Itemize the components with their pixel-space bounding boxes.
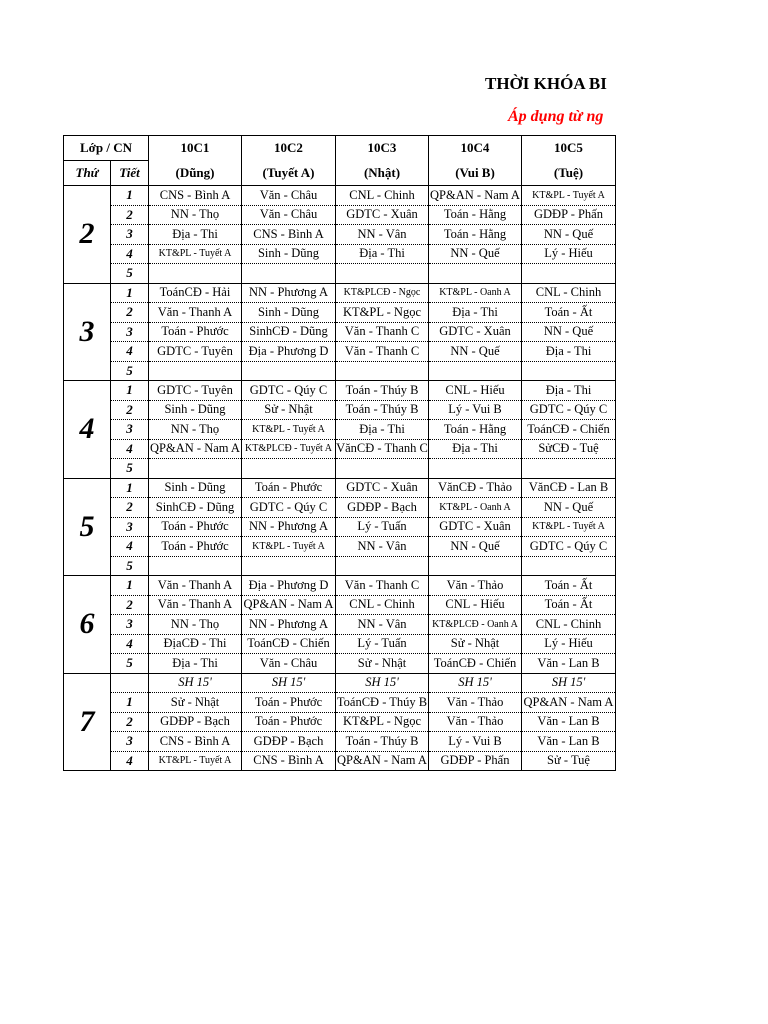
schedule-cell: Văn - Lan B — [522, 712, 616, 732]
schedule-cell: SửCĐ - Tuệ — [522, 439, 616, 459]
header-thu: Thứ — [64, 161, 111, 186]
schedule-cell: Địa - Thi — [522, 342, 616, 362]
schedule-cell: Sinh - Dũng — [242, 303, 336, 323]
schedule-cell: ToánCĐ - Hải — [149, 283, 242, 303]
schedule-cell: ToánCĐ - Chiến — [429, 654, 522, 674]
schedule-cell: Toán - Thúy B — [336, 381, 429, 401]
schedule-cell: KT&PLCĐ - Oanh A — [429, 615, 522, 635]
day-label: 4 — [64, 381, 111, 479]
schedule-cell: CNL - Chinh — [336, 186, 429, 206]
schedule-cell: GDTC - Tuyên — [149, 342, 242, 362]
schedule-cell — [522, 264, 616, 284]
schedule-cell: Toán - Phước — [242, 693, 336, 713]
table-row — [64, 361, 616, 381]
schedule-cell: Sử - Nhật — [429, 634, 522, 654]
schedule-cell — [429, 361, 522, 381]
schedule-cell: Sinh - Dũng — [149, 400, 242, 420]
period-number — [111, 673, 149, 693]
schedule-cell: ToánCĐ - Thúy B — [336, 693, 429, 713]
schedule-cell: QP&AN - Nam A — [242, 595, 336, 615]
header-class-name: 10C4 — [429, 136, 522, 161]
header-class-teacher: (Tuệ) — [522, 161, 616, 186]
schedule-cell: SH 15' — [336, 673, 429, 693]
table-row — [64, 576, 616, 596]
schedule-cell — [429, 459, 522, 479]
schedule-cell: KT&PL - Ngọc — [336, 712, 429, 732]
schedule-cell: Văn - Lan B — [522, 654, 616, 674]
schedule-cell: VănCĐ - Lan B — [522, 478, 616, 498]
period-number: 5 — [111, 361, 149, 381]
period-number: 2 — [111, 498, 149, 518]
schedule-cell: VănCĐ - Thanh C — [336, 439, 429, 459]
schedule-cell: ĐịaCĐ - Thi — [149, 634, 242, 654]
schedule-cell — [149, 459, 242, 479]
schedule-cell: Địa - Thi — [522, 381, 616, 401]
schedule-cell: Toán - Phước — [242, 712, 336, 732]
schedule-cell: NN - Thọ — [149, 615, 242, 635]
schedule-cell — [522, 361, 616, 381]
schedule-cell: NN - Phương A — [242, 517, 336, 537]
schedule-cell: Sinh - Dũng — [242, 244, 336, 264]
schedule-cell: NN - Vân — [336, 615, 429, 635]
schedule-cell: NN - Quế — [429, 342, 522, 362]
schedule-cell: Văn - Thảo — [429, 712, 522, 732]
schedule-cell: Lý - Hiếu — [522, 634, 616, 654]
period-number: 1 — [111, 283, 149, 303]
day-label: 5 — [64, 478, 111, 576]
timetable — [63, 135, 616, 771]
schedule-cell: Sử - Tuệ — [522, 751, 616, 771]
schedule-cell — [429, 264, 522, 284]
schedule-cell: GDTC - Xuân — [429, 517, 522, 537]
schedule-cell: SinhCĐ - Dũng — [242, 322, 336, 342]
schedule-cell: GDTC - Xuân — [336, 478, 429, 498]
period-number: 2 — [111, 400, 149, 420]
schedule-cell: CNS - Bình A — [149, 186, 242, 206]
table-row — [64, 283, 616, 303]
period-number: 1 — [111, 693, 149, 713]
schedule-cell: Văn - Thảo — [429, 693, 522, 713]
schedule-cell: CNL - Chinh — [522, 615, 616, 635]
schedule-cell — [429, 556, 522, 576]
period-number: 1 — [111, 576, 149, 596]
table-row — [64, 654, 616, 674]
schedule-cell: Văn - Thanh A — [149, 595, 242, 615]
schedule-cell: Văn - Châu — [242, 654, 336, 674]
schedule-cell: Địa - Phương D — [242, 576, 336, 596]
period-number: 3 — [111, 615, 149, 635]
schedule-cell — [336, 459, 429, 479]
schedule-cell: Sinh - Dũng — [149, 478, 242, 498]
schedule-cell: CNL - Chinh — [336, 595, 429, 615]
table-row — [64, 732, 616, 752]
period-number: 2 — [111, 303, 149, 323]
schedule-cell: VănCĐ - Thảo — [429, 478, 522, 498]
period-number: 5 — [111, 556, 149, 576]
schedule-cell — [336, 556, 429, 576]
schedule-cell: GDTC - Qúy C — [522, 400, 616, 420]
header-tiet: Tiết — [111, 161, 149, 186]
schedule-cell: Địa - Thi — [149, 225, 242, 245]
schedule-cell: Văn - Thanh C — [336, 342, 429, 362]
period-number: 4 — [111, 537, 149, 557]
period-number: 4 — [111, 634, 149, 654]
schedule-cell: NN - Quế — [429, 537, 522, 557]
period-number: 2 — [111, 712, 149, 732]
schedule-cell: NN - Quế — [522, 322, 616, 342]
period-number: 4 — [111, 751, 149, 771]
period-number: 4 — [111, 244, 149, 264]
schedule-cell — [149, 361, 242, 381]
period-number: 3 — [111, 420, 149, 440]
table-row — [64, 439, 616, 459]
schedule-cell: KT&PL - Oanh A — [429, 283, 522, 303]
schedule-cell: GDTC - Tuyên — [149, 381, 242, 401]
header-class-teacher: (Nhật) — [336, 161, 429, 186]
schedule-cell — [242, 556, 336, 576]
schedule-cell: QP&AN - Nam A — [522, 693, 616, 713]
schedule-cell: Toán - Phước — [149, 537, 242, 557]
schedule-cell: Toán - Hằng — [429, 205, 522, 225]
schedule-cell: KT&PL - Tuyết A — [242, 420, 336, 440]
period-number: 4 — [111, 439, 149, 459]
schedule-cell: GDTC - Xuân — [429, 322, 522, 342]
schedule-cell — [336, 361, 429, 381]
table-row — [64, 400, 616, 420]
table-row — [64, 595, 616, 615]
period-number: 2 — [111, 205, 149, 225]
schedule-cell: ToánCĐ - Chiến — [522, 420, 616, 440]
schedule-cell: Toán - Thúy B — [336, 400, 429, 420]
schedule-cell: Toán - Ất — [522, 576, 616, 596]
schedule-cell: NN - Quế — [522, 225, 616, 245]
table-row — [64, 712, 616, 732]
schedule-cell: NN - Quế — [429, 244, 522, 264]
schedule-cell: Lý - Hiếu — [522, 244, 616, 264]
period-number: 5 — [111, 264, 149, 284]
table-row — [64, 634, 616, 654]
schedule-cell: Lý - Tuấn — [336, 634, 429, 654]
schedule-cell: Văn - Châu — [242, 205, 336, 225]
schedule-cell: Toán - Hằng — [429, 225, 522, 245]
table-row — [64, 303, 616, 323]
header-class-name: 10C1 — [149, 136, 242, 161]
header-class-name: 10C2 — [242, 136, 336, 161]
schedule-cell: Toán - Phước — [149, 517, 242, 537]
header-class-name: 10C3 — [336, 136, 429, 161]
day-label: 2 — [64, 186, 111, 284]
period-number: 3 — [111, 517, 149, 537]
schedule-cell: QP&AN - Nam A — [429, 186, 522, 206]
table-row — [64, 693, 616, 713]
period-number: 3 — [111, 322, 149, 342]
table-row — [64, 186, 616, 206]
header-row-teachers — [64, 161, 616, 186]
schedule-cell: Văn - Thanh C — [336, 322, 429, 342]
table-row — [64, 225, 616, 245]
table-row — [64, 459, 616, 479]
schedule-cell: NN - Phương A — [242, 615, 336, 635]
schedule-cell: CNL - Hiếu — [429, 595, 522, 615]
schedule-cell: Toán - Phước — [242, 478, 336, 498]
schedule-cell: Toán - Ất — [522, 303, 616, 323]
schedule-cell: SH 15' — [429, 673, 522, 693]
schedule-cell: Địa - Phương D — [242, 342, 336, 362]
schedule-cell: KT&PL - Tuyết A — [522, 186, 616, 206]
schedule-cell: Văn - Thanh A — [149, 576, 242, 596]
schedule-cell: NN - Thọ — [149, 205, 242, 225]
schedule-cell: KT&PL - Ngọc — [336, 303, 429, 323]
schedule-cell: NN - Thọ — [149, 420, 242, 440]
schedule-cell: KT&PLCĐ - Tuyết A — [242, 439, 336, 459]
schedule-cell: GDTC - Qúy C — [522, 537, 616, 557]
schedule-cell: CNS - Bình A — [242, 225, 336, 245]
header-class-teacher: (Tuyết A) — [242, 161, 336, 186]
day-label: 3 — [64, 283, 111, 381]
schedule-cell: Văn - Châu — [242, 186, 336, 206]
schedule-cell — [522, 556, 616, 576]
schedule-cell: Văn - Thanh A — [149, 303, 242, 323]
table-row — [64, 478, 616, 498]
schedule-cell: SinhCĐ - Dũng — [149, 498, 242, 518]
schedule-cell — [149, 264, 242, 284]
table-row — [64, 244, 616, 264]
schedule-cell: GDTC - Qúy C — [242, 381, 336, 401]
schedule-cell: GDTC - Qúy C — [242, 498, 336, 518]
schedule-cell: Sử - Nhật — [336, 654, 429, 674]
schedule-cell: Văn - Lan B — [522, 732, 616, 752]
day-label: 7 — [64, 673, 111, 771]
header-class-teacher: (Dũng) — [149, 161, 242, 186]
schedule-cell: SH 15' — [149, 673, 242, 693]
schedule-cell — [522, 459, 616, 479]
schedule-cell: Toán - Thúy B — [336, 732, 429, 752]
schedule-cell: GDĐP - Phấn — [429, 751, 522, 771]
page-subtitle: Áp dụng từ ng — [508, 108, 604, 125]
schedule-cell — [242, 361, 336, 381]
schedule-cell: Địa - Thi — [429, 303, 522, 323]
period-number: 1 — [111, 381, 149, 401]
schedule-cell — [336, 264, 429, 284]
schedule-cell — [149, 556, 242, 576]
table-row — [64, 673, 616, 693]
schedule-cell: KT&PL - Tuyết A — [149, 244, 242, 264]
day-label: 6 — [64, 576, 111, 674]
schedule-cell: Văn - Thanh C — [336, 576, 429, 596]
header-row-classes — [64, 136, 616, 161]
table-row — [64, 498, 616, 518]
schedule-cell: CNS - Bình A — [149, 732, 242, 752]
schedule-cell: Địa - Thi — [429, 439, 522, 459]
period-number: 5 — [111, 459, 149, 479]
schedule-cell: QP&AN - Nam A — [336, 751, 429, 771]
table-row — [64, 205, 616, 225]
schedule-cell: Toán - Ất — [522, 595, 616, 615]
schedule-cell: KT&PL - Tuyết A — [149, 751, 242, 771]
schedule-cell: Lý - Tuấn — [336, 517, 429, 537]
schedule-cell: SH 15' — [242, 673, 336, 693]
schedule-cell: KT&PLCĐ - Ngọc — [336, 283, 429, 303]
schedule-cell: QP&AN - Nam A — [149, 439, 242, 459]
schedule-cell: Sử - Nhật — [149, 693, 242, 713]
period-number: 1 — [111, 186, 149, 206]
schedule-cell: Địa - Thi — [149, 654, 242, 674]
schedule-cell: GDĐP - Bạch — [336, 498, 429, 518]
schedule-cell: GDĐP - Bạch — [242, 732, 336, 752]
schedule-cell: Lý - Vui B — [429, 400, 522, 420]
period-number: 5 — [111, 654, 149, 674]
table-row — [64, 420, 616, 440]
page-title: THỜI KHÓA BI — [485, 74, 607, 93]
schedule-cell: KT&PL - Tuyết A — [522, 517, 616, 537]
header-class-teacher: (Vui B) — [429, 161, 522, 186]
table-row — [64, 381, 616, 401]
table-row — [64, 556, 616, 576]
schedule-cell: Toán - Phước — [149, 322, 242, 342]
schedule-cell: Toán - Hằng — [429, 420, 522, 440]
schedule-cell: SH 15' — [522, 673, 616, 693]
schedule-cell: GDTC - Xuân — [336, 205, 429, 225]
table-row — [64, 751, 616, 771]
schedule-cell: NN - Vân — [336, 537, 429, 557]
schedule-cell: Văn - Thảo — [429, 576, 522, 596]
period-number: 4 — [111, 342, 149, 362]
schedule-cell: KT&PL - Oanh A — [429, 498, 522, 518]
schedule-cell: GDĐP - Bạch — [149, 712, 242, 732]
schedule-cell: CNL - Hiếu — [429, 381, 522, 401]
schedule-cell — [242, 459, 336, 479]
table-row — [64, 537, 616, 557]
header-class-name: 10C5 — [522, 136, 616, 161]
schedule-cell: Lý - Vui B — [429, 732, 522, 752]
schedule-cell: Địa - Thi — [336, 420, 429, 440]
table-row — [64, 517, 616, 537]
schedule-cell: CNL - Chinh — [522, 283, 616, 303]
table-row — [64, 322, 616, 342]
schedule-cell: ToánCĐ - Chiến — [242, 634, 336, 654]
schedule-cell: CNS - Bình A — [242, 751, 336, 771]
schedule-cell: NN - Quế — [522, 498, 616, 518]
period-number: 2 — [111, 595, 149, 615]
schedule-cell — [242, 264, 336, 284]
schedule-cell: Sử - Nhật — [242, 400, 336, 420]
table-row — [64, 615, 616, 635]
schedule-cell: KT&PL - Tuyết A — [242, 537, 336, 557]
table-row — [64, 264, 616, 284]
schedule-cell: GDĐP - Phấn — [522, 205, 616, 225]
period-number: 3 — [111, 225, 149, 245]
schedule-cell: NN - Phương A — [242, 283, 336, 303]
period-number: 3 — [111, 732, 149, 752]
table-row — [64, 342, 616, 362]
period-number: 1 — [111, 478, 149, 498]
header-lop-cn: Lớp / CN — [64, 136, 149, 161]
schedule-cell: NN - Vân — [336, 225, 429, 245]
schedule-cell: Địa - Thi — [336, 244, 429, 264]
